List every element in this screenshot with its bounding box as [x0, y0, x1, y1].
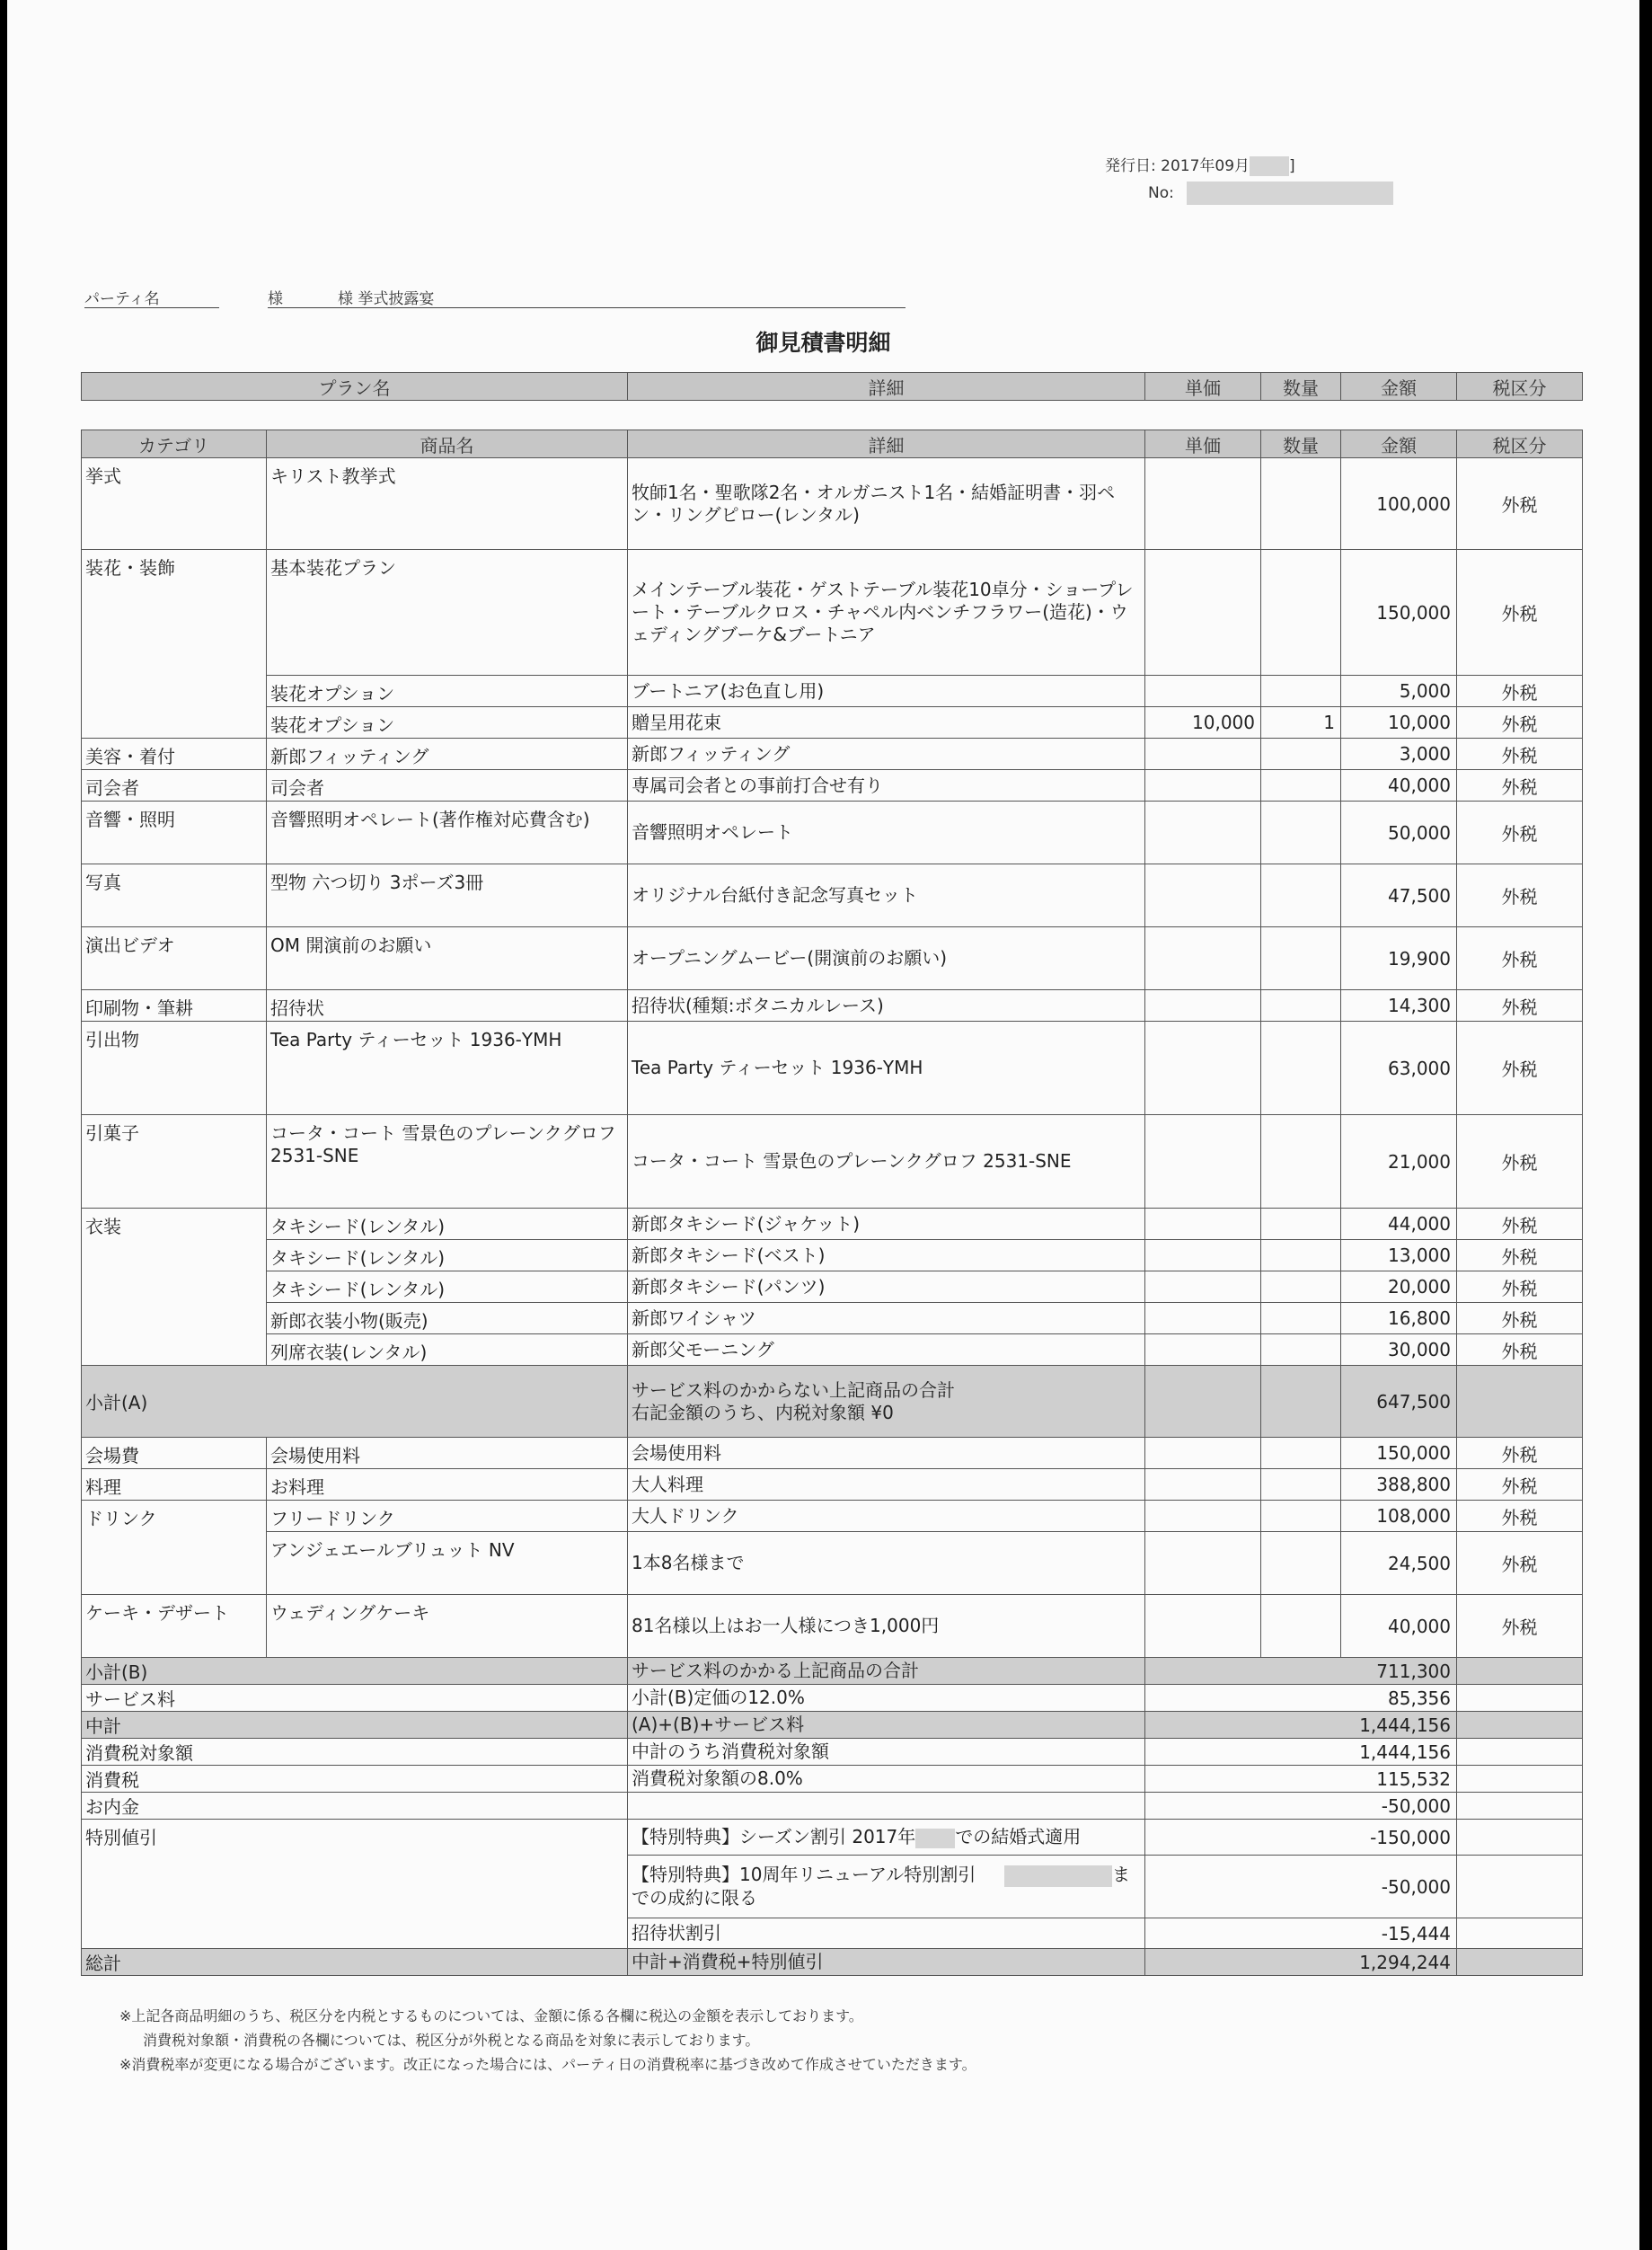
tax-cell: 外税	[1457, 1501, 1583, 1532]
tax-cell: 外税	[1457, 1022, 1583, 1115]
unit-price-cell	[1145, 1469, 1261, 1501]
summary-row	[82, 1685, 1583, 1712]
tax-cell	[1457, 1949, 1583, 1976]
summary-row	[82, 1658, 1583, 1685]
unit-price-cell	[1145, 458, 1261, 550]
quantity-cell	[1261, 990, 1341, 1022]
detail-cell: 新郎フィッティング	[628, 739, 1145, 770]
product-cell: タキシード(レンタル)	[267, 1209, 628, 1240]
detail-cell: 会場使用料	[628, 1438, 1145, 1469]
amount-cell: 44,000	[1341, 1209, 1457, 1240]
detail-cell: Tea Party ティーセット 1936-YMH	[628, 1022, 1145, 1115]
product-cell: 招待状	[267, 990, 628, 1022]
plan-table	[81, 372, 1583, 401]
col-tax: 税区分	[1457, 430, 1583, 458]
tax-cell: 外税	[1457, 1303, 1583, 1334]
amount-cell: 14,300	[1341, 990, 1457, 1022]
detail-cell: 贈呈用花束	[628, 707, 1145, 739]
product-cell: 装花オプション	[267, 707, 628, 739]
amount-cell: 5,000	[1341, 676, 1457, 707]
detail-cell: 新郎タキシード(パンツ)	[628, 1271, 1145, 1303]
amount-cell: 50,000	[1341, 802, 1457, 864]
detail-cell: 大人料理	[628, 1469, 1145, 1501]
amount-cell: 3,000	[1341, 739, 1457, 770]
total-label: 総計	[82, 1949, 628, 1976]
tax-cell	[1457, 1820, 1583, 1856]
amount-cell: 388,800	[1341, 1469, 1457, 1501]
summary-label: 消費税	[82, 1766, 628, 1793]
amount-cell: 150,000	[1341, 550, 1457, 676]
quantity-cell	[1261, 739, 1341, 770]
issue-date: 発行日: 2017年09月 ]	[1105, 157, 1295, 175]
category-cell: 引出物	[82, 1022, 267, 1115]
category-cell: 引菓子	[82, 1115, 267, 1209]
tax-cell: 外税	[1457, 1334, 1583, 1366]
tax-cell: 外税	[1457, 676, 1583, 707]
table-row	[82, 1532, 1583, 1595]
category-cell: 美容・着付	[82, 739, 267, 770]
tax-cell: 外税	[1457, 1595, 1583, 1658]
unit-price-cell	[1145, 802, 1261, 864]
product-cell: タキシード(レンタル)	[267, 1240, 628, 1271]
product-cell: 音響照明オペレート(著作権対応費含む)	[267, 802, 628, 864]
amount-cell: 19,900	[1341, 927, 1457, 990]
table-row	[82, 1303, 1583, 1334]
table-row	[82, 1240, 1583, 1271]
tax-cell: 外税	[1457, 864, 1583, 927]
table-row	[82, 864, 1583, 927]
quantity-cell	[1261, 1240, 1341, 1271]
product-cell: お料理	[267, 1469, 628, 1501]
amount-cell: 108,000	[1341, 1501, 1457, 1532]
note: ※上記各商品明細のうち、税区分を内税とするものについては、金額に係る各欄に税込の金額を表示しております。	[119, 2007, 863, 2024]
unit-price-cell	[1145, 1303, 1261, 1334]
detail-cell: 81名様以上はお一人様につき1,000円	[628, 1595, 1145, 1658]
quantity-cell	[1261, 550, 1341, 676]
tax-cell: 外税	[1457, 1469, 1583, 1501]
discount-row	[82, 1820, 1583, 1856]
table-row	[82, 927, 1583, 990]
unit-price-cell	[1145, 864, 1261, 927]
summary-label: サービス料	[82, 1685, 628, 1712]
unit-price-cell	[1145, 1366, 1261, 1438]
product-cell: キリスト教挙式	[267, 458, 628, 550]
category-cell: 演出ビデオ	[82, 927, 267, 990]
summary-row	[82, 1739, 1583, 1766]
product-cell: アンジェエールブリュット NV	[267, 1532, 628, 1595]
table-row	[82, 1334, 1583, 1366]
quantity-cell	[1261, 1438, 1341, 1469]
product-cell: 型物 六つ切り 3ポーズ3冊	[267, 864, 628, 927]
product-cell: ウェディングケーキ	[267, 1595, 628, 1658]
category-cell: 写真	[82, 864, 267, 927]
underline	[84, 307, 219, 308]
category-cell: ドリンク	[82, 1501, 267, 1595]
table-row	[82, 990, 1583, 1022]
unit-price-cell	[1145, 1532, 1261, 1595]
subtotal-detail-line: 右記金額のうち、内税対象額 ¥0	[632, 1401, 894, 1423]
tax-cell	[1457, 1712, 1583, 1739]
summary-detail: 小計(B)定価の12.0%	[628, 1685, 1145, 1712]
product-cell: 列席衣装(レンタル)	[267, 1334, 628, 1366]
col-detail: 詳細	[628, 373, 1145, 401]
category-cell: 会場費	[82, 1438, 267, 1469]
tax-cell: 外税	[1457, 1240, 1583, 1271]
amount-cell: 20,000	[1341, 1271, 1457, 1303]
quantity-cell	[1261, 458, 1341, 550]
summary-row	[82, 1793, 1583, 1820]
unit-price-cell: 10,000	[1145, 707, 1261, 739]
amount-cell: 40,000	[1341, 770, 1457, 802]
col-amount: 金額	[1341, 373, 1457, 401]
detail-cell: 新郎ワイシャツ	[628, 1303, 1145, 1334]
quantity-cell	[1261, 1115, 1341, 1209]
product-cell: Tea Party ティーセット 1936-YMH	[267, 1022, 628, 1115]
tax-cell: 外税	[1457, 1209, 1583, 1240]
amount-cell: 40,000	[1341, 1595, 1457, 1658]
unit-price-cell	[1145, 990, 1261, 1022]
product-cell: 新郎フィッティング	[267, 739, 628, 770]
tax-cell: 外税	[1457, 707, 1583, 739]
product-cell: 司会者	[267, 770, 628, 802]
category-cell: 挙式	[82, 458, 267, 550]
unit-price-cell	[1145, 770, 1261, 802]
detail-cell: オープニングムービー(開演前のお願い)	[628, 927, 1145, 990]
amount-cell: 13,000	[1341, 1240, 1457, 1271]
amount-cell: 63,000	[1341, 1022, 1457, 1115]
tax-cell: 外税	[1457, 1438, 1583, 1469]
unit-price-cell	[1145, 550, 1261, 676]
party-label: パーティ名	[84, 290, 160, 308]
table-row	[82, 770, 1583, 802]
total-amount: 1,294,244	[1145, 1949, 1457, 1976]
amount-cell: 100,000	[1341, 458, 1457, 550]
col-amount: 金額	[1341, 430, 1457, 458]
table-row	[82, 676, 1583, 707]
category-cell: ケーキ・デザート	[82, 1595, 267, 1658]
table-row	[82, 1595, 1583, 1658]
category-cell: 音響・照明	[82, 802, 267, 864]
table-row	[82, 1271, 1583, 1303]
summary-detail: 消費税対象額の8.0%	[628, 1766, 1145, 1793]
quantity-cell	[1261, 802, 1341, 864]
table-row	[82, 707, 1583, 739]
unit-price-cell	[1145, 676, 1261, 707]
quantity-cell	[1261, 1501, 1341, 1532]
quantity-cell	[1261, 1366, 1341, 1438]
col-qty: 数量	[1261, 430, 1341, 458]
unit-price-cell	[1145, 1334, 1261, 1366]
category-cell: 料理	[82, 1469, 267, 1501]
amount-cell: 24,500	[1341, 1532, 1457, 1595]
amount-cell: 10,000	[1341, 707, 1457, 739]
table-row	[82, 1022, 1583, 1115]
product-cell: 基本装花プラン	[267, 550, 628, 676]
unit-price-cell	[1145, 739, 1261, 770]
amount-cell: 21,000	[1341, 1115, 1457, 1209]
tax-cell	[1457, 1918, 1583, 1949]
tax-cell: 外税	[1457, 1115, 1583, 1209]
col-category: カテゴリ	[82, 430, 267, 458]
unit-price-cell	[1145, 1209, 1261, 1240]
col-product: 商品名	[267, 430, 628, 458]
summary-amount: 1,444,156	[1145, 1712, 1457, 1739]
detail-cell: コータ・コート 雪景色のプレーンクグロフ 2531-SNE	[628, 1115, 1145, 1209]
detail-cell: 新郎タキシード(ベスト)	[628, 1240, 1145, 1271]
col-tax: 税区分	[1457, 373, 1583, 401]
underline	[268, 307, 906, 308]
redaction	[1187, 182, 1393, 205]
summary-label: お内金	[82, 1793, 628, 1820]
tax-cell: 外税	[1457, 770, 1583, 802]
quantity-cell	[1261, 1209, 1341, 1240]
summary-detail	[628, 1793, 1145, 1820]
summary-amount: 115,532	[1145, 1766, 1457, 1793]
tax-cell: 外税	[1457, 802, 1583, 864]
tax-cell: 外税	[1457, 550, 1583, 676]
summary-detail: サービス料のかかる上記商品の合計	[628, 1658, 1145, 1685]
tax-cell: 外税	[1457, 927, 1583, 990]
summary-label: 消費税対象額	[82, 1739, 628, 1766]
product-cell: フリードリンク	[267, 1501, 628, 1532]
col-unit: 単価	[1145, 430, 1261, 458]
discount-detail: 招待状割引	[628, 1918, 1145, 1949]
quantity-cell	[1261, 676, 1341, 707]
subtotal-a-row	[82, 1366, 1583, 1438]
unit-price-cell	[1145, 1595, 1261, 1658]
quantity-cell: 1	[1261, 707, 1341, 739]
detail-cell: 大人ドリンク	[628, 1501, 1145, 1532]
unit-price-cell	[1145, 1115, 1261, 1209]
product-cell: 会場使用料	[267, 1438, 628, 1469]
quantity-cell	[1261, 1469, 1341, 1501]
detail-cell: ブートニア(お色直し用)	[628, 676, 1145, 707]
unit-price-cell	[1145, 927, 1261, 990]
quantity-cell	[1261, 1271, 1341, 1303]
table-row	[82, 1115, 1583, 1209]
tax-cell: 外税	[1457, 739, 1583, 770]
category-cell: 衣装	[82, 1209, 267, 1366]
table-row	[82, 550, 1583, 676]
redaction	[1250, 156, 1289, 176]
product-cell: コータ・コート 雪景色のプレーンクグロフ 2531-SNE	[267, 1115, 628, 1209]
col-qty: 数量	[1261, 373, 1341, 401]
tax-cell	[1457, 1658, 1583, 1685]
tax-cell	[1457, 1766, 1583, 1793]
unit-price-cell	[1145, 1271, 1261, 1303]
tax-cell	[1457, 1856, 1583, 1918]
tax-cell	[1457, 1366, 1583, 1438]
discount-label: 特別値引	[82, 1820, 628, 1949]
document-number: No:	[1148, 182, 1393, 205]
summary-row	[82, 1766, 1583, 1793]
discount-detail: 【特別特典】シーズン割引 2017年 での結婚式適用	[628, 1820, 1145, 1856]
amount-cell: 16,800	[1341, 1303, 1457, 1334]
footnotes	[119, 2004, 976, 2077]
table-row	[82, 1501, 1583, 1532]
detail-cell: 音響照明オペレート	[628, 802, 1145, 864]
unit-price-cell	[1145, 1240, 1261, 1271]
category-cell: 装花・装飾	[82, 550, 267, 739]
table-row	[82, 458, 1583, 550]
quantity-cell	[1261, 927, 1341, 990]
party-sama: 様	[268, 290, 283, 308]
product-cell: 装花オプション	[267, 676, 628, 707]
party-name: 様 挙式披露宴	[338, 290, 435, 308]
subtotal-label: 小計(A)	[82, 1366, 628, 1438]
summary-amount: -50,000	[1145, 1793, 1457, 1820]
subtotal-detail-line: サービス料のかからない上記商品の合計	[632, 1378, 955, 1401]
unit-price-cell	[1145, 1022, 1261, 1115]
summary-row	[82, 1712, 1583, 1739]
table-row	[82, 1469, 1583, 1501]
discount-amount: -50,000	[1145, 1856, 1457, 1918]
detail-cell: 招待状(種類:ボタニカルレース)	[628, 990, 1145, 1022]
redaction	[915, 1829, 955, 1848]
summary-label: 中計	[82, 1712, 628, 1739]
tax-cell	[1457, 1793, 1583, 1820]
summary-label: 小計(B)	[82, 1658, 628, 1685]
tax-cell	[1457, 1739, 1583, 1766]
table-row	[82, 802, 1583, 864]
subtotal-amount: 647,500	[1341, 1366, 1457, 1438]
col-unit: 単価	[1145, 373, 1261, 401]
total-row	[82, 1949, 1583, 1976]
detail-cell: 専属司会者との事前打合せ有り	[628, 770, 1145, 802]
redaction	[1004, 1865, 1112, 1887]
discount-amount: -150,000	[1145, 1820, 1457, 1856]
note: 消費税対象額・消費税の各欄については、税区分が外税となる商品を対象に表示しております。	[143, 2032, 760, 2049]
summary-detail: (A)+(B)+サービス料	[628, 1712, 1145, 1739]
tax-cell: 外税	[1457, 1271, 1583, 1303]
amount-cell: 30,000	[1341, 1334, 1457, 1366]
product-cell: 新郎衣装小物(販売)	[267, 1303, 628, 1334]
col-detail: 詳細	[628, 430, 1145, 458]
amount-cell: 47,500	[1341, 864, 1457, 927]
summary-amount: 711,300	[1145, 1658, 1457, 1685]
detail-cell: オリジナル台紙付き記念写真セット	[628, 864, 1145, 927]
tax-cell	[1457, 1685, 1583, 1712]
category-cell: 司会者	[82, 770, 267, 802]
table-row	[82, 739, 1583, 770]
detail-cell: 新郎タキシード(ジャケット)	[628, 1209, 1145, 1240]
detail-cell: 1本8名様まで	[628, 1532, 1145, 1595]
subtotal-detail	[628, 1366, 1145, 1438]
quantity-cell	[1261, 1303, 1341, 1334]
note: ※消費税率が変更になる場合がございます。改正になった場合には、パーティ日の消費税率に基づき改めて作成させていただきます。	[119, 2056, 976, 2073]
quantity-cell	[1261, 1595, 1341, 1658]
discount-detail: 【特別特典】10周年リニューアル特別割引 までの成約に限る	[628, 1856, 1145, 1918]
discount-amount: -15,444	[1145, 1918, 1457, 1949]
category-cell: 印刷物・筆耕	[82, 990, 267, 1022]
summary-amount: 85,356	[1145, 1685, 1457, 1712]
detail-cell: メインテーブル装花・ゲストテーブル装花10卓分・ショープレート・テーブルクロス・チャペル内ベンチフラワー(造花)・ウェディングブーケ&ブートニア	[628, 550, 1145, 676]
detail-cell: 新郎父モーニング	[628, 1334, 1145, 1366]
tax-cell: 外税	[1457, 458, 1583, 550]
total-detail: 中計+消費税+特別値引	[628, 1949, 1145, 1976]
tax-cell: 外税	[1457, 990, 1583, 1022]
quantity-cell	[1261, 770, 1341, 802]
summary-detail: 中計のうち消費税対象額	[628, 1739, 1145, 1766]
table-row	[82, 1438, 1583, 1469]
detail-table	[81, 430, 1583, 1976]
quantity-cell	[1261, 1532, 1341, 1595]
unit-price-cell	[1145, 1501, 1261, 1532]
quantity-cell	[1261, 1334, 1341, 1366]
quantity-cell	[1261, 1022, 1341, 1115]
page-title: 御見積書明細	[755, 330, 891, 356]
detail-cell: 牧師1名・聖歌隊2名・オルガニスト1名・結婚証明書・羽ペン・リングピロー(レンタル)	[628, 458, 1145, 550]
unit-price-cell	[1145, 1438, 1261, 1469]
amount-cell: 150,000	[1341, 1438, 1457, 1469]
col-plan: プラン名	[82, 373, 628, 401]
table-row	[82, 1209, 1583, 1240]
tax-cell: 外税	[1457, 1532, 1583, 1595]
estimate-page	[7, 0, 1639, 2250]
product-cell: OM 開演前のお願い	[267, 927, 628, 990]
quantity-cell	[1261, 864, 1341, 927]
summary-amount: 1,444,156	[1145, 1739, 1457, 1766]
product-cell: タキシード(レンタル)	[267, 1271, 628, 1303]
